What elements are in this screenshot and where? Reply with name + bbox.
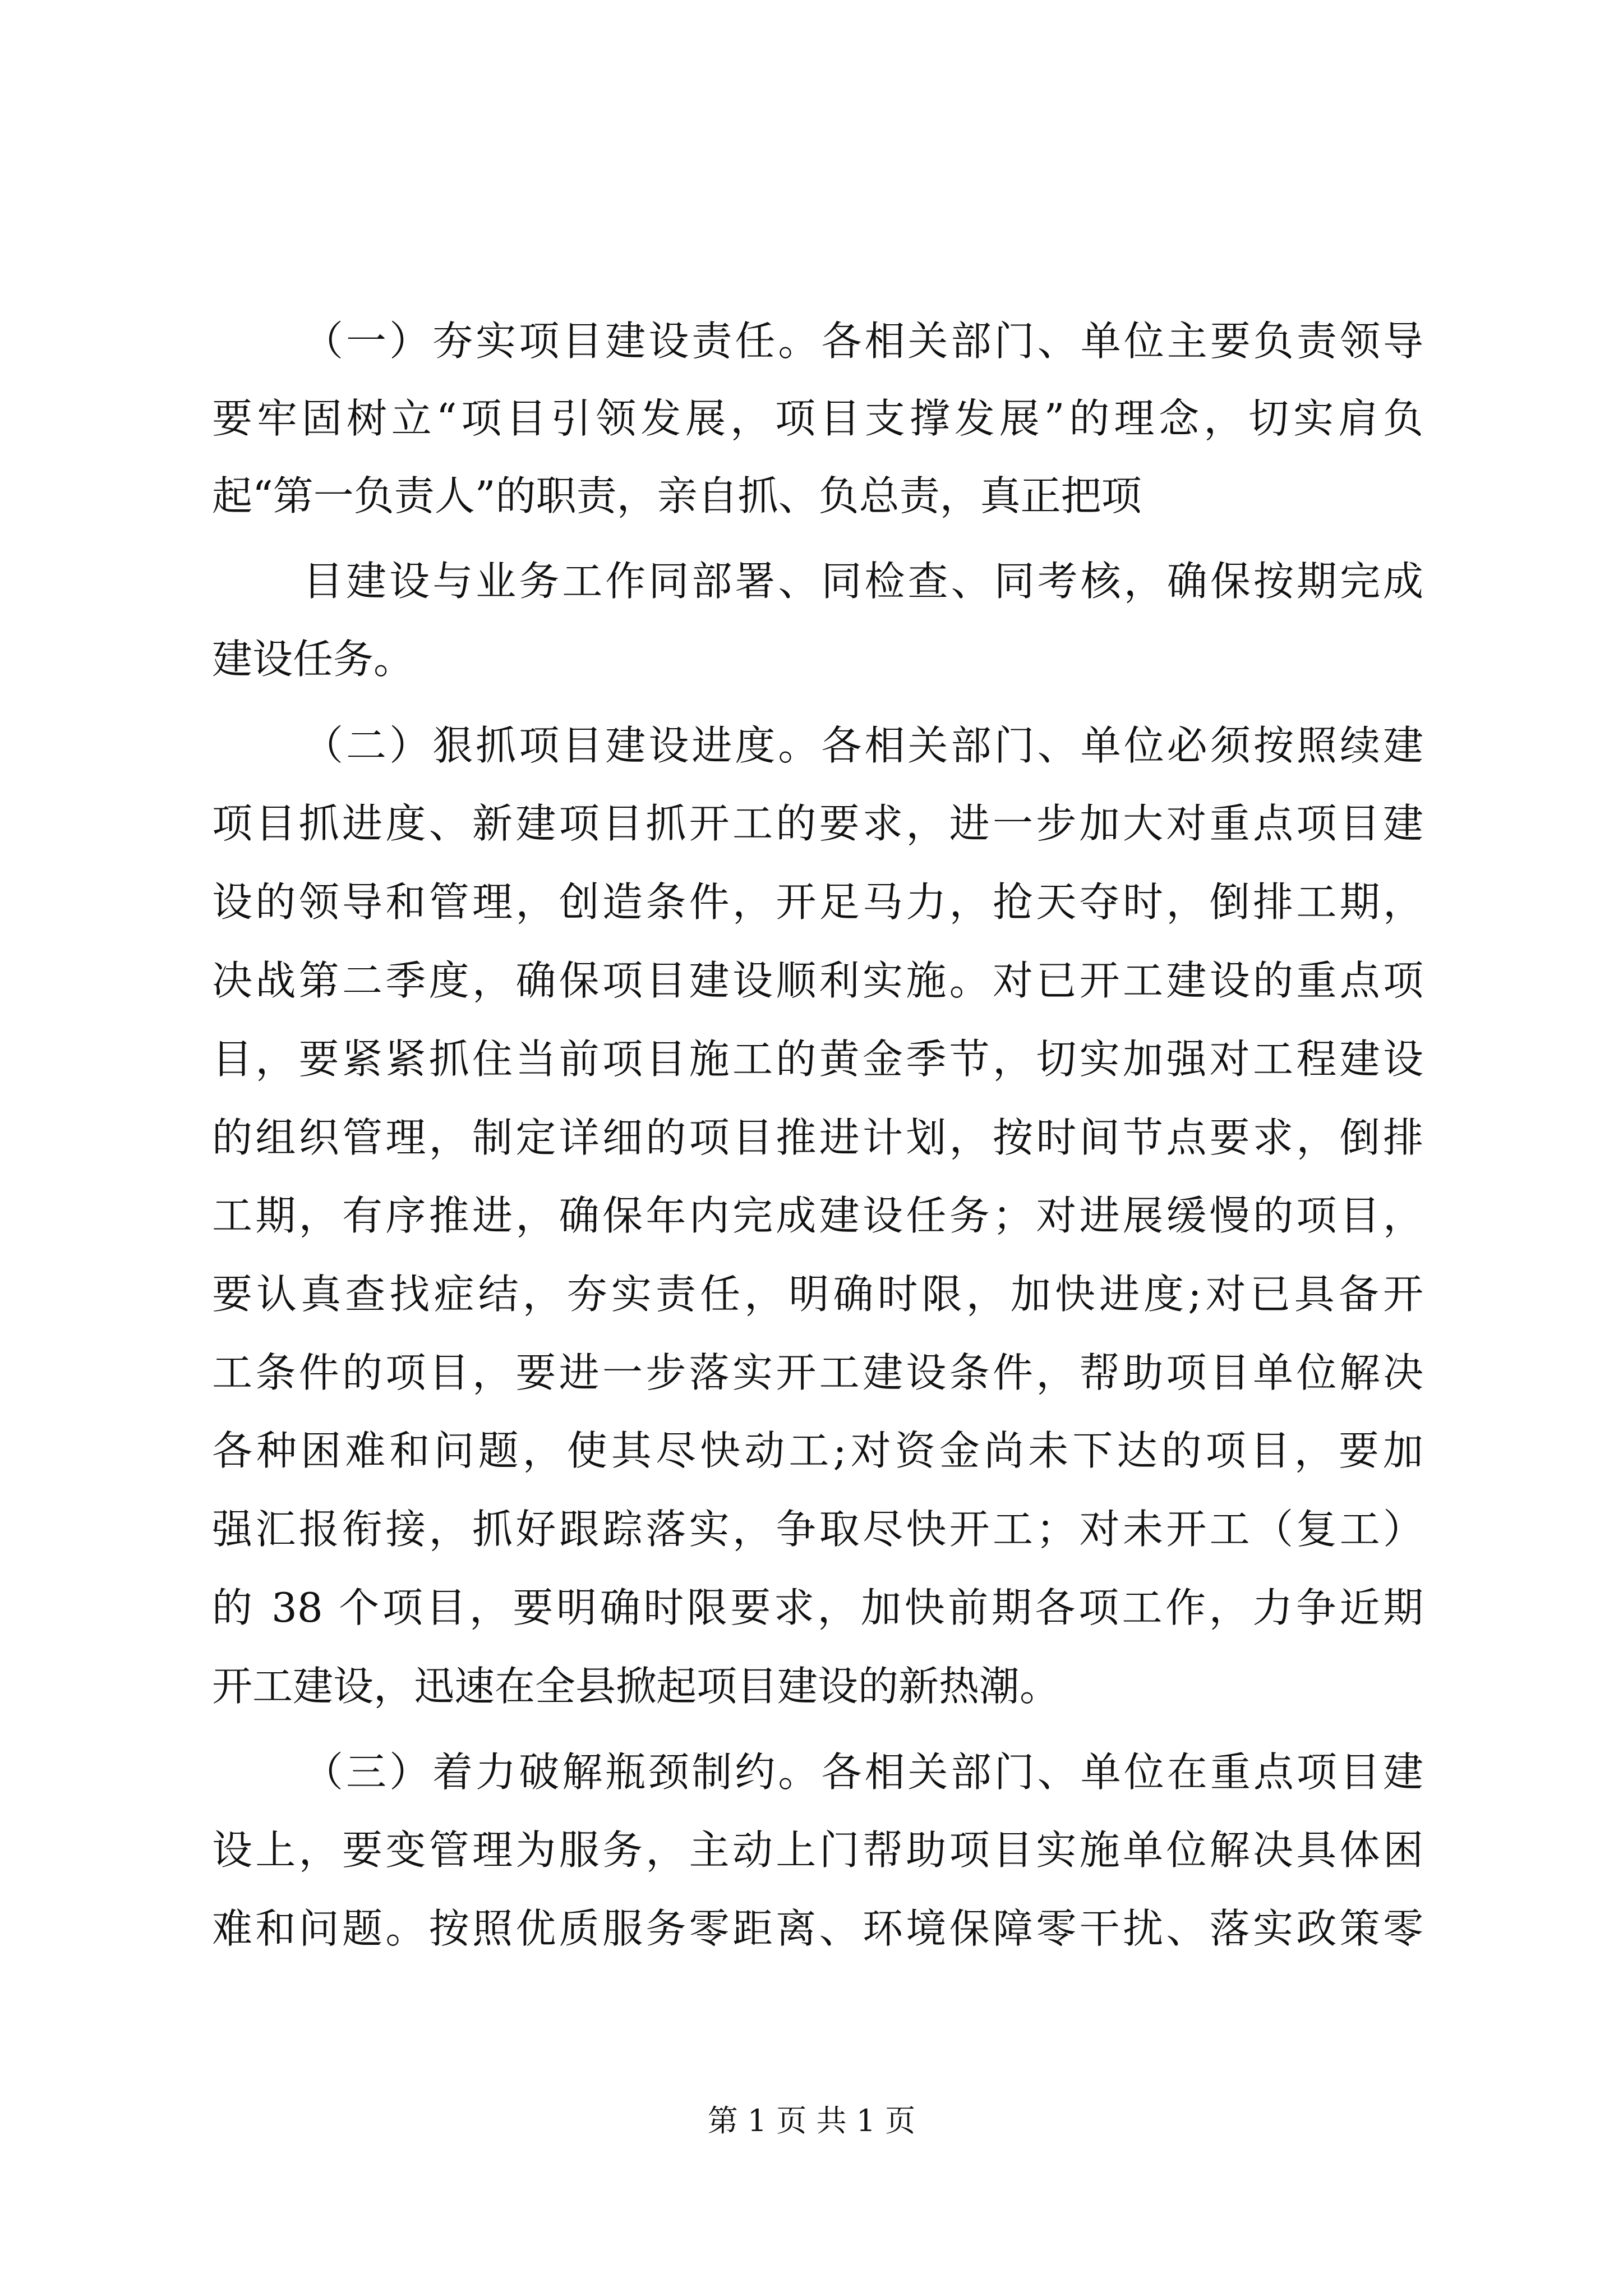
paragraph-4-line-3: 难和问题。按照优质服务零距离、环境保障零干扰、落实政策零 bbox=[212, 1905, 1423, 1952]
paragraph-3-line-2: 项目抓进度、新建项目抓开工的要求，进一步加大对重点项目建 bbox=[212, 800, 1423, 847]
paragraph-3-line-4: 决战第二季度，确保项目建设顺利实施。对已开工建设的重点项 bbox=[212, 957, 1423, 1004]
paragraph-4-line-1: （三）着力破解瓶颈制约。各相关部门、单位在重点项目建 bbox=[303, 1749, 1423, 1796]
paragraph-3-line-7: 工期，有序推进，确保年内完成建设任务；对进展缓慢的项目， bbox=[212, 1192, 1423, 1239]
paragraph-4-line-2: 设上，要变管理为服务，主动上门帮助项目实施单位解决具体困 bbox=[212, 1826, 1423, 1874]
paragraph-1-line-2: 要牢固树立“项目引领发展，项目支撑发展”的理念，切实肩负 bbox=[212, 395, 1423, 442]
paragraph-3-line-10: 各种困难和问题，使其尽快动工;对资金尚未下达的项目，要加 bbox=[212, 1427, 1423, 1474]
paragraph-3-line-1: （二）狠抓项目建设进度。各相关部门、单位必须按照续建 bbox=[303, 722, 1423, 769]
paragraph-3-line-6: 的组织管理，制定详细的项目推进计划，按时间节点要求，倒排 bbox=[212, 1114, 1423, 1161]
page-number-footer: 第 1 页 共 1 页 bbox=[707, 2103, 916, 2138]
paragraph-3-line-9: 工条件的项目，要进一步落实开工建设条件，帮助项目单位解决 bbox=[212, 1349, 1423, 1396]
paragraph-2-line-1: 目建设与业务工作同部署、同检查、同考核，确保按期完成 bbox=[303, 558, 1423, 605]
paragraph-2-line-2: 建设任务。 bbox=[212, 636, 414, 683]
paragraph-3-line-3: 设的领导和管理，创造条件，开足马力，抢天夺时，倒排工期， bbox=[212, 878, 1423, 926]
paragraph-3-line-12: 的 38 个项目，要明确时限要求，加快前期各项工作，力争近期 bbox=[212, 1584, 1423, 1631]
paragraph-1-line-3: 起“第一负责人”的职责，亲自抓、负总责，真正把项 bbox=[212, 472, 1142, 519]
paragraph-1-line-1: （一）夯实项目建设责任。各相关部门、单位主要负责领导 bbox=[303, 318, 1423, 365]
paragraph-3-line-5: 目，要紧紧抓住当前项目施工的黄金季节，切实加强对工程建设 bbox=[212, 1036, 1423, 1083]
paragraph-3-line-11: 强汇报衔接，抓好跟踪落实，争取尽快开工；对未开工（复工） bbox=[212, 1506, 1423, 1553]
paragraph-3-line-13: 开工建设，迅速在全县掀起项目建设的新热潮。 bbox=[212, 1663, 1061, 1710]
paragraph-3-line-8: 要认真查找症结，夯实责任，明确时限，加快进度;对已具备开 bbox=[212, 1271, 1423, 1318]
